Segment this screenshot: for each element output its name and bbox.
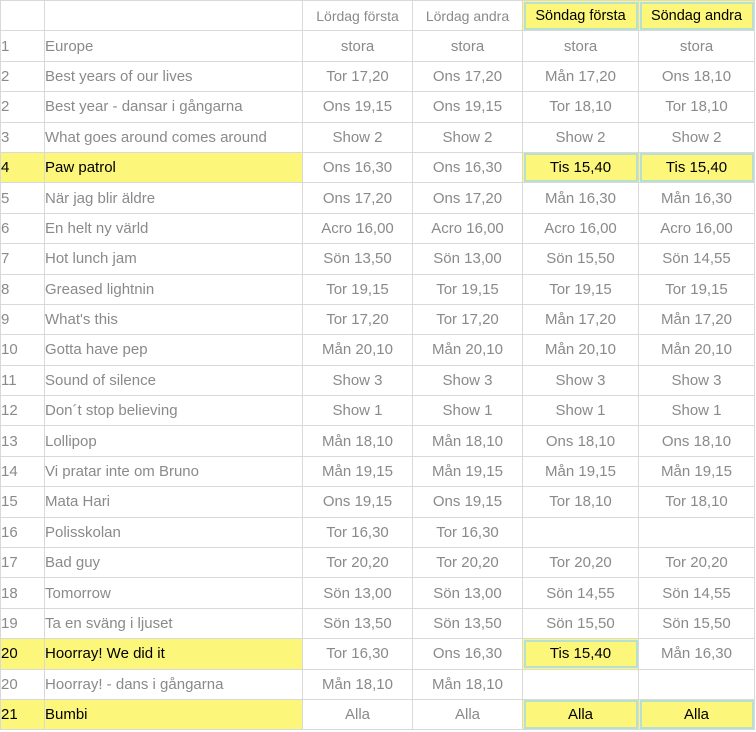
time-cell-sondag-andra[interactable]: Tor 20,20 (639, 548, 755, 578)
table-row (1, 487, 755, 517)
time-cell-lordag-andra[interactable]: Ons 16,30 (413, 152, 523, 182)
row-number-cell[interactable]: 18 (1, 578, 45, 608)
time-cell-sondag-andra[interactable] (639, 517, 755, 547)
time-cell-lordag-andra[interactable]: Sön 13,00 (413, 244, 523, 274)
time-cell-sondag-andra[interactable]: Mån 19,15 (639, 456, 755, 486)
time-cell-lordag-forsta[interactable]: Tor 17,20 (303, 61, 413, 91)
table-row (1, 31, 755, 61)
table-row (1, 304, 755, 334)
time-cell-sondag-forsta[interactable]: stora (523, 31, 639, 61)
time-cell-sondag-forsta[interactable]: Tis 15,40 (523, 639, 639, 669)
time-cell-lordag-andra[interactable]: Ons 19,15 (413, 92, 523, 122)
time-cell-lordag-forsta[interactable]: Ons 19,15 (303, 92, 413, 122)
row-number-cell[interactable]: 21 (1, 699, 45, 729)
time-cell-sondag-forsta[interactable] (523, 517, 639, 547)
header-cell-num[interactable] (1, 1, 45, 31)
time-cell-sondag-forsta[interactable]: Alla (523, 699, 639, 729)
header-cell-name[interactable] (45, 1, 303, 31)
time-cell-sondag-forsta[interactable]: Sön 14,55 (523, 578, 639, 608)
time-cell-sondag-andra[interactable]: Show 1 (639, 396, 755, 426)
time-cell-lordag-andra[interactable]: Tor 16,30 (413, 517, 523, 547)
time-cell-sondag-forsta[interactable]: Mån 17,20 (523, 61, 639, 91)
song-name-cell[interactable]: Bad guy (45, 548, 303, 578)
time-cell-lordag-forsta[interactable]: Tor 20,20 (303, 548, 413, 578)
song-name-cell[interactable]: Greased lightnin (45, 274, 303, 304)
song-name-cell[interactable]: Ta en sväng i ljuset (45, 608, 303, 638)
row-number-cell[interactable]: 7 (1, 244, 45, 274)
time-cell-lordag-andra[interactable]: Tor 17,20 (413, 304, 523, 334)
time-cell-sondag-forsta[interactable]: Sön 15,50 (523, 244, 639, 274)
row-number-cell[interactable]: 10 (1, 335, 45, 365)
row-number-cell[interactable]: 2 (1, 92, 45, 122)
row-number-cell[interactable]: 9 (1, 304, 45, 334)
time-cell-sondag-andra[interactable]: Mån 20,10 (639, 335, 755, 365)
row-number-cell[interactable]: 16 (1, 517, 45, 547)
time-cell-lordag-forsta[interactable]: Sön 13,50 (303, 608, 413, 638)
row-number-cell[interactable]: 11 (1, 365, 45, 395)
time-cell-sondag-forsta[interactable]: Tor 20,20 (523, 548, 639, 578)
time-cell-lordag-andra[interactable]: Show 2 (413, 122, 523, 152)
time-cell-lordag-forsta[interactable]: Ons 19,15 (303, 487, 413, 517)
time-cell-lordag-andra[interactable]: Ons 17,20 (413, 61, 523, 91)
time-cell-lordag-andra[interactable]: Show 1 (413, 396, 523, 426)
row-number-cell[interactable]: 19 (1, 608, 45, 638)
table-row (1, 517, 755, 547)
song-name-cell[interactable]: Tomorrow (45, 578, 303, 608)
table-row (1, 152, 755, 182)
song-name-cell[interactable]: Hot lunch jam (45, 244, 303, 274)
table-row (1, 669, 755, 699)
time-cell-sondag-andra[interactable]: Acro 16,00 (639, 213, 755, 243)
time-cell-lordag-andra[interactable]: Ons 16,30 (413, 639, 523, 669)
song-name-cell[interactable]: Europe (45, 31, 303, 61)
time-cell-sondag-andra[interactable]: Sön 15,50 (639, 608, 755, 638)
time-cell-lordag-forsta[interactable]: Show 1 (303, 396, 413, 426)
time-cell-sondag-forsta[interactable]: Mån 17,20 (523, 304, 639, 334)
time-cell-sondag-forsta[interactable]: Tor 18,10 (523, 487, 639, 517)
song-name-cell[interactable]: Bumbi (45, 699, 303, 729)
song-name-cell[interactable]: En helt ny värld (45, 213, 303, 243)
time-cell-sondag-andra[interactable]: Tor 18,10 (639, 487, 755, 517)
table-row (1, 578, 755, 608)
time-cell-lordag-andra[interactable]: Acro 16,00 (413, 213, 523, 243)
time-cell-lordag-forsta[interactable]: Show 2 (303, 122, 413, 152)
table-row (1, 456, 755, 486)
time-cell-lordag-andra[interactable]: Sön 13,50 (413, 608, 523, 638)
header-cell-sondag-forsta[interactable]: Söndag första (523, 1, 639, 31)
time-cell-sondag-andra[interactable]: Sön 14,55 (639, 244, 755, 274)
row-number-cell[interactable]: 5 (1, 183, 45, 213)
table-row (1, 244, 755, 274)
table-row (1, 213, 755, 243)
song-name-cell[interactable]: Lollipop (45, 426, 303, 456)
time-cell-lordag-forsta[interactable]: Acro 16,00 (303, 213, 413, 243)
row-number-cell[interactable]: 6 (1, 213, 45, 243)
time-cell-lordag-andra[interactable]: stora (413, 31, 523, 61)
table-row (1, 92, 755, 122)
time-cell-lordag-andra[interactable]: Show 3 (413, 365, 523, 395)
song-name-cell[interactable]: Best year - dansar i gångarna (45, 92, 303, 122)
time-cell-lordag-andra[interactable]: Ons 19,15 (413, 487, 523, 517)
time-cell-lordag-andra[interactable]: Ons 17,20 (413, 183, 523, 213)
time-cell-sondag-andra[interactable]: Tor 19,15 (639, 274, 755, 304)
row-number-cell[interactable]: 13 (1, 426, 45, 456)
table-row (1, 426, 755, 456)
song-name-cell[interactable]: What's this (45, 304, 303, 334)
time-cell-lordag-forsta[interactable]: Mån 18,10 (303, 426, 413, 456)
time-cell-lordag-forsta[interactable]: Mån 19,15 (303, 456, 413, 486)
table-row (1, 183, 755, 213)
table-row (1, 122, 755, 152)
time-cell-sondag-forsta[interactable]: Tor 19,15 (523, 274, 639, 304)
time-cell-sondag-andra[interactable]: Alla (639, 699, 755, 729)
song-name-cell[interactable]: What goes around comes around (45, 122, 303, 152)
time-cell-sondag-forsta[interactable]: Sön 15,50 (523, 608, 639, 638)
time-cell-sondag-andra[interactable]: Tor 18,10 (639, 92, 755, 122)
table-row (1, 365, 755, 395)
time-cell-lordag-forsta[interactable]: Tor 16,30 (303, 517, 413, 547)
time-cell-sondag-forsta[interactable]: Mån 16,30 (523, 183, 639, 213)
time-cell-lordag-andra[interactable]: Mån 18,10 (413, 426, 523, 456)
table-row (1, 396, 755, 426)
time-cell-sondag-forsta[interactable]: Ons 18,10 (523, 426, 639, 456)
time-cell-sondag-andra[interactable]: Mån 17,20 (639, 304, 755, 334)
time-cell-lordag-forsta[interactable]: Ons 17,20 (303, 183, 413, 213)
song-name-cell[interactable]: Don´t stop believing (45, 396, 303, 426)
row-number-cell[interactable]: 20 (1, 639, 45, 669)
time-cell-lordag-andra[interactable]: Tor 20,20 (413, 548, 523, 578)
header-cell-lordag-forsta[interactable]: Lördag första (303, 1, 413, 31)
time-cell-sondag-andra[interactable]: Mån 16,30 (639, 639, 755, 669)
table-row (1, 335, 755, 365)
time-cell-lordag-forsta[interactable]: Sön 13,50 (303, 244, 413, 274)
time-cell-lordag-forsta[interactable]: Sön 13,00 (303, 578, 413, 608)
time-cell-sondag-forsta[interactable]: Acro 16,00 (523, 213, 639, 243)
table-row (1, 608, 755, 638)
time-cell-sondag-forsta[interactable] (523, 669, 639, 699)
time-cell-sondag-andra[interactable]: Tis 15,40 (639, 152, 755, 182)
song-name-cell[interactable]: Mata Hari (45, 487, 303, 517)
time-cell-lordag-forsta[interactable]: Mån 20,10 (303, 335, 413, 365)
time-cell-lordag-forsta[interactable]: Mån 18,10 (303, 669, 413, 699)
time-cell-lordag-forsta[interactable]: Tor 19,15 (303, 274, 413, 304)
row-number-cell[interactable]: 8 (1, 274, 45, 304)
row-number-cell[interactable]: 14 (1, 456, 45, 486)
row-number-cell[interactable]: 20 (1, 669, 45, 699)
time-cell-sondag-forsta[interactable]: Show 3 (523, 365, 639, 395)
time-cell-sondag-forsta[interactable]: Tis 15,40 (523, 152, 639, 182)
table-row (1, 639, 755, 669)
time-cell-sondag-andra[interactable]: Show 2 (639, 122, 755, 152)
header-cell-sondag-andra[interactable]: Söndag andra (639, 1, 755, 31)
song-name-cell[interactable]: Polisskolan (45, 517, 303, 547)
time-cell-sondag-andra[interactable]: Show 3 (639, 365, 755, 395)
song-name-cell[interactable]: Best years of our lives (45, 61, 303, 91)
time-cell-sondag-andra[interactable] (639, 669, 755, 699)
row-number-cell[interactable]: 15 (1, 487, 45, 517)
song-name-cell[interactable]: När jag blir äldre (45, 183, 303, 213)
time-cell-sondag-forsta[interactable]: Mån 20,10 (523, 335, 639, 365)
header-row (1, 1, 755, 31)
song-name-cell[interactable]: Paw patrol (45, 152, 303, 182)
time-cell-sondag-forsta[interactable]: Show 2 (523, 122, 639, 152)
time-cell-lordag-forsta[interactable]: Tor 17,20 (303, 304, 413, 334)
time-cell-lordag-forsta[interactable]: Tor 16,30 (303, 639, 413, 669)
table-body (1, 31, 755, 730)
time-cell-sondag-andra[interactable]: Sön 14,55 (639, 578, 755, 608)
time-cell-lordag-forsta[interactable]: stora (303, 31, 413, 61)
time-cell-lordag-andra[interactable]: Mån 18,10 (413, 669, 523, 699)
time-cell-lordag-forsta[interactable]: Alla (303, 699, 413, 729)
time-cell-lordag-andra[interactable]: Mån 20,10 (413, 335, 523, 365)
table-row (1, 548, 755, 578)
row-number-cell[interactable]: 3 (1, 122, 45, 152)
time-cell-lordag-andra[interactable]: Tor 19,15 (413, 274, 523, 304)
time-cell-sondag-andra[interactable]: Ons 18,10 (639, 61, 755, 91)
row-number-cell[interactable]: 17 (1, 548, 45, 578)
table-row (1, 61, 755, 91)
time-cell-sondag-andra[interactable]: Mån 16,30 (639, 183, 755, 213)
time-cell-lordag-andra[interactable]: Alla (413, 699, 523, 729)
row-number-cell[interactable]: 4 (1, 152, 45, 182)
time-cell-lordag-forsta[interactable]: Ons 16,30 (303, 152, 413, 182)
table-row (1, 699, 755, 729)
time-cell-sondag-forsta[interactable]: Tor 18,10 (523, 92, 639, 122)
time-cell-lordag-forsta[interactable]: Show 3 (303, 365, 413, 395)
row-number-cell[interactable]: 2 (1, 61, 45, 91)
time-cell-sondag-forsta[interactable]: Show 1 (523, 396, 639, 426)
song-name-cell[interactable]: Hoorray! - dans i gångarna (45, 669, 303, 699)
song-name-cell[interactable]: Sound of silence (45, 365, 303, 395)
song-name-cell[interactable]: Gotta have pep (45, 335, 303, 365)
row-number-cell[interactable]: 1 (1, 31, 45, 61)
time-cell-lordag-andra[interactable]: Mån 19,15 (413, 456, 523, 486)
time-cell-sondag-andra[interactable]: Ons 18,10 (639, 426, 755, 456)
song-name-cell[interactable]: Hoorray! We did it (45, 639, 303, 669)
song-name-cell[interactable]: Vi pratar inte om Bruno (45, 456, 303, 486)
time-cell-lordag-andra[interactable]: Sön 13,00 (413, 578, 523, 608)
time-cell-sondag-forsta[interactable]: Mån 19,15 (523, 456, 639, 486)
header-cell-lordag-andra[interactable]: Lördag andra (413, 1, 523, 31)
time-cell-sondag-andra[interactable]: stora (639, 31, 755, 61)
row-number-cell[interactable]: 12 (1, 396, 45, 426)
table-row (1, 274, 755, 304)
